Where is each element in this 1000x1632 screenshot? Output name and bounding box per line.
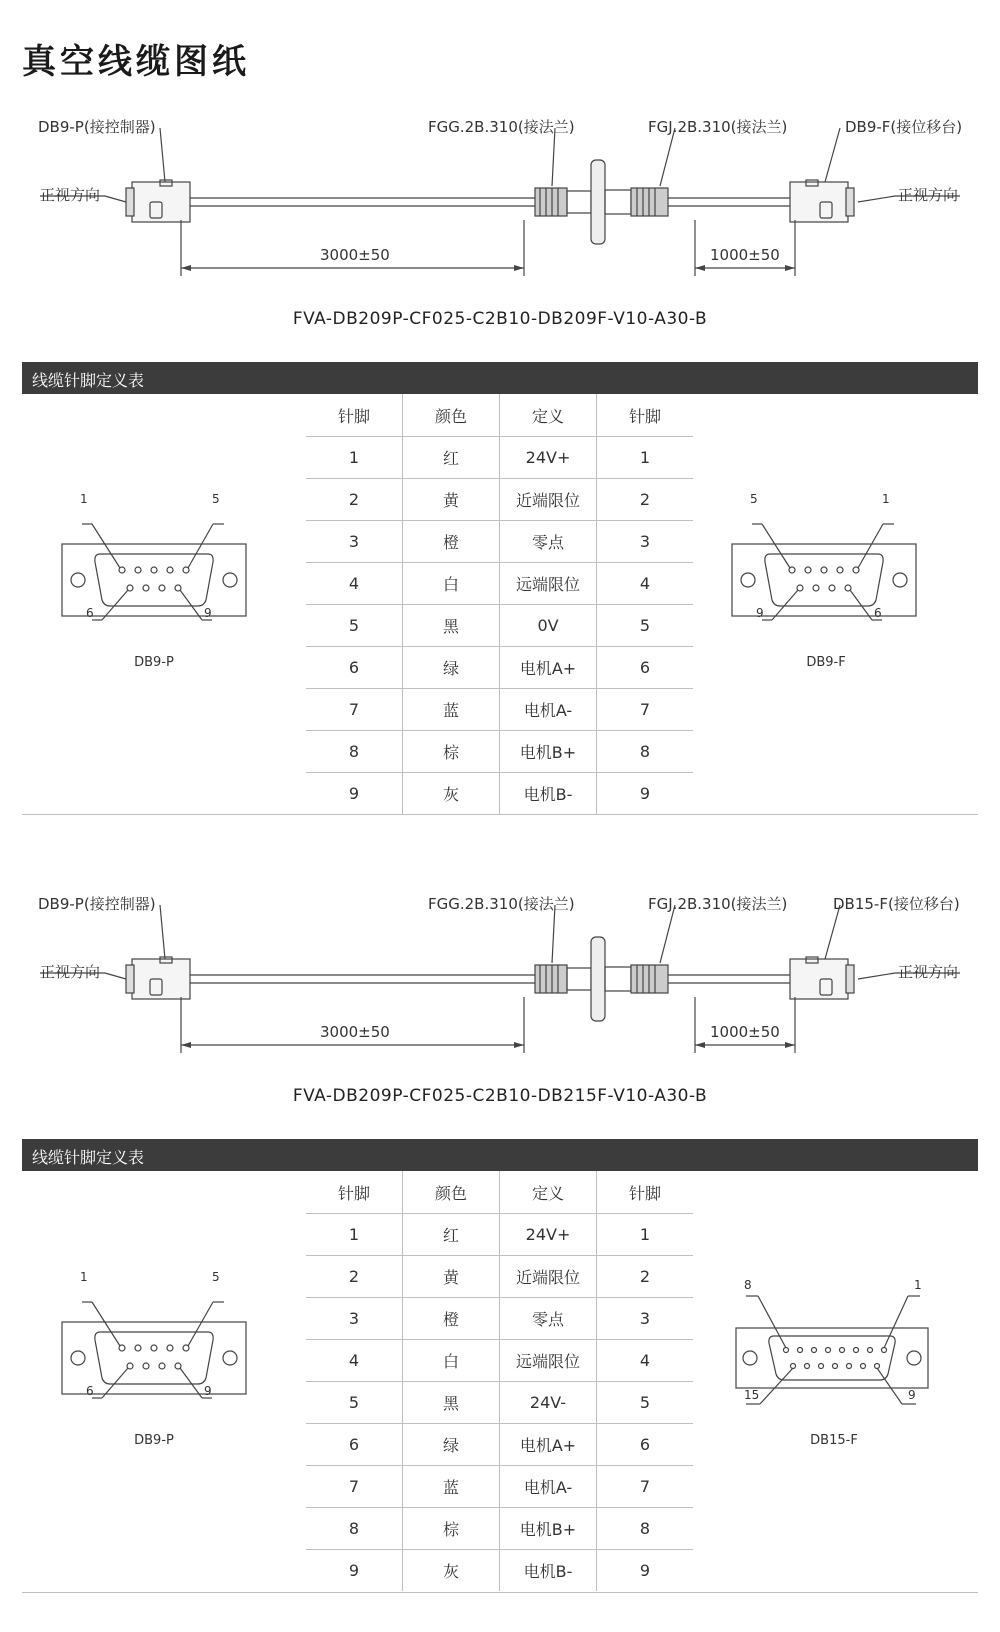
cell: 3 bbox=[597, 1298, 694, 1340]
pin-label: 1 bbox=[80, 492, 88, 506]
cell: 7 bbox=[306, 689, 403, 731]
cell: 0V bbox=[500, 605, 597, 647]
cell: 1 bbox=[597, 1214, 694, 1256]
pin-label: 5 bbox=[750, 492, 758, 506]
cell: 9 bbox=[348, 1561, 360, 1580]
left-connector-label: DB9-P(接控制器) bbox=[38, 895, 156, 913]
cell: 6 bbox=[597, 647, 694, 689]
left-length-dimension: 3000±50 bbox=[320, 246, 390, 264]
cell: 黑 bbox=[403, 1382, 500, 1424]
section-divider bbox=[22, 814, 978, 815]
db9-p-face-diagram bbox=[56, 492, 256, 632]
header-color: 颜色 bbox=[403, 1171, 500, 1214]
cell: 24V- bbox=[500, 1382, 597, 1424]
cell: 8 bbox=[597, 731, 694, 773]
right-view-label: 正视方向 bbox=[898, 186, 959, 204]
cell: 6 bbox=[306, 647, 403, 689]
table-row bbox=[306, 647, 693, 689]
model-code: FVA-DB209P-CF025-C2B10-DB215F-V10-A30-B bbox=[292, 1086, 708, 1106]
cell: 蓝 bbox=[403, 1466, 500, 1508]
cell: 橙 bbox=[403, 521, 500, 563]
cell: 电机A- bbox=[500, 689, 597, 731]
cell: 4 bbox=[306, 563, 403, 605]
table-title-bar bbox=[22, 362, 978, 394]
cell: 电机B- bbox=[500, 773, 597, 815]
cell: 9 bbox=[597, 773, 694, 815]
cell: 近端限位 bbox=[500, 479, 597, 521]
cell: 8 bbox=[306, 731, 403, 773]
table-row bbox=[306, 1298, 693, 1340]
table-header-row bbox=[306, 394, 693, 437]
cell: 电机B+ bbox=[500, 1508, 597, 1550]
db15-f-face-diagram bbox=[730, 1276, 940, 1416]
cell: 灰 bbox=[403, 773, 500, 815]
cell: 4 bbox=[597, 563, 694, 605]
cell: 7 bbox=[597, 1466, 694, 1508]
cell: 白 bbox=[403, 1340, 500, 1382]
table-header-row bbox=[306, 1171, 693, 1214]
cell: 9 bbox=[597, 1550, 694, 1592]
pin-definition-table bbox=[306, 1171, 693, 1591]
cell: 红 bbox=[403, 1214, 500, 1256]
left-view-label: 正视方向 bbox=[40, 963, 101, 981]
cell: 7 bbox=[597, 689, 694, 731]
right-connector-label: DB9-F(接位移台) bbox=[845, 118, 963, 136]
cell: 零点 bbox=[500, 1298, 597, 1340]
pin-definition-table bbox=[306, 394, 693, 814]
right-connector-caption: DB15-F bbox=[810, 1433, 858, 1448]
header-color: 颜色 bbox=[403, 394, 500, 437]
cell: 1 bbox=[306, 1214, 403, 1256]
cell: 24V+ bbox=[500, 1214, 597, 1256]
cell: 电机A+ bbox=[500, 1424, 597, 1466]
cell: 2 bbox=[306, 1256, 403, 1298]
pin-label: 6 bbox=[86, 1384, 94, 1398]
cell: 5 bbox=[597, 1382, 694, 1424]
cell: 电机B+ bbox=[500, 731, 597, 773]
cell: 绿 bbox=[403, 647, 500, 689]
left-length-dimension: 3000±50 bbox=[320, 1023, 390, 1041]
cell: 3 bbox=[306, 1298, 403, 1340]
pin-label: 5 bbox=[212, 1270, 220, 1284]
header-pin-right: 针脚 bbox=[597, 394, 694, 437]
cell: 1 bbox=[306, 437, 403, 479]
flange-left-label: FGG.2B.310(接法兰) bbox=[428, 895, 575, 913]
pin-label: 9 bbox=[204, 606, 212, 620]
cell: 电机A- bbox=[500, 1466, 597, 1508]
pin-label: 6 bbox=[874, 606, 882, 620]
table-row bbox=[306, 731, 693, 773]
cell: 黑 bbox=[403, 605, 500, 647]
cell: 8 bbox=[306, 1508, 403, 1550]
cell: 白 bbox=[403, 563, 500, 605]
pin-label: 1 bbox=[882, 492, 890, 506]
table-row bbox=[306, 605, 693, 647]
cell: 棕 bbox=[403, 731, 500, 773]
cell: 5 bbox=[306, 605, 403, 647]
cell: 4 bbox=[306, 1340, 403, 1382]
cell: 4 bbox=[597, 1340, 694, 1382]
table-title-bar bbox=[22, 1139, 978, 1171]
cell: 2 bbox=[306, 479, 403, 521]
cell: 24V+ bbox=[500, 437, 597, 479]
db9-p-face-diagram bbox=[56, 1270, 256, 1410]
cell: 电机A+ bbox=[500, 647, 597, 689]
cell: 橙 bbox=[403, 1298, 500, 1340]
header-pin-left: 针脚 bbox=[306, 1171, 403, 1214]
table-row bbox=[306, 1466, 693, 1508]
cell: 5 bbox=[597, 605, 694, 647]
cell: 6 bbox=[597, 1424, 694, 1466]
table-row bbox=[306, 1340, 693, 1382]
pin-label: 9 bbox=[908, 1388, 916, 1402]
pin-label: 8 bbox=[744, 1278, 752, 1292]
pin-label: 9 bbox=[204, 1384, 212, 1398]
header-definition: 定义 bbox=[500, 394, 597, 437]
pin-label: 5 bbox=[212, 492, 220, 506]
cell: 蓝 bbox=[403, 689, 500, 731]
table-row bbox=[306, 1256, 693, 1298]
cell: 3 bbox=[306, 521, 403, 563]
table-row bbox=[306, 479, 693, 521]
pin-label: 15 bbox=[744, 1388, 760, 1402]
left-connector-caption: DB9-P bbox=[134, 655, 174, 670]
pin-label: 1 bbox=[80, 1270, 88, 1284]
cell: 远端限位 bbox=[500, 563, 597, 605]
model-code: FVA-DB209P-CF025-C2B10-DB209F-V10-A30-B bbox=[292, 309, 708, 329]
table-row bbox=[306, 773, 693, 815]
pin-label: 1 bbox=[914, 1278, 922, 1292]
pin-label: 9 bbox=[756, 606, 764, 620]
cell: 灰 bbox=[403, 1550, 500, 1592]
cell: 红 bbox=[403, 437, 500, 479]
flange-right-label: FGJ.2B.310(接法兰) bbox=[648, 118, 788, 136]
table-row bbox=[306, 1550, 693, 1592]
flange-left-label: FGG.2B.310(接法兰) bbox=[428, 118, 575, 136]
cell: 黄 bbox=[403, 479, 500, 521]
table-row bbox=[306, 563, 693, 605]
left-connector-caption: DB9-P bbox=[134, 1433, 174, 1448]
left-view-label: 正视方向 bbox=[40, 186, 101, 204]
section-divider bbox=[22, 1592, 978, 1593]
table-row bbox=[306, 689, 693, 731]
table-row bbox=[306, 521, 693, 563]
db9-f-face-diagram bbox=[726, 492, 926, 632]
right-connector-label: DB15-F(接位移台) bbox=[833, 895, 960, 913]
cell: 8 bbox=[597, 1508, 694, 1550]
cell: 棕 bbox=[403, 1508, 500, 1550]
page-title: 真空线缆图纸 bbox=[22, 42, 250, 82]
table-row bbox=[306, 1508, 693, 1550]
right-connector-caption: DB9-F bbox=[806, 655, 846, 670]
flange-right-label: FGJ.2B.310(接法兰) bbox=[648, 895, 788, 913]
table-title: 线缆针脚定义表 bbox=[32, 371, 145, 390]
cell: 远端限位 bbox=[500, 1340, 597, 1382]
cell: 绿 bbox=[403, 1424, 500, 1466]
cell: 电机B- bbox=[500, 1550, 597, 1592]
cell: 黄 bbox=[403, 1256, 500, 1298]
right-view-label: 正视方向 bbox=[898, 963, 959, 981]
cell: 2 bbox=[597, 1256, 694, 1298]
table-row bbox=[306, 437, 693, 479]
cell: 6 bbox=[306, 1424, 403, 1466]
table-row bbox=[306, 1424, 693, 1466]
header-pin-left: 针脚 bbox=[306, 394, 403, 437]
cell: 2 bbox=[597, 479, 694, 521]
cell: 3 bbox=[597, 521, 694, 563]
header-pin-right: 针脚 bbox=[597, 1171, 694, 1214]
right-length-dimension: 1000±50 bbox=[710, 1023, 780, 1041]
table-row bbox=[306, 1214, 693, 1256]
table-title: 线缆针脚定义表 bbox=[32, 1148, 145, 1167]
cell: 零点 bbox=[500, 521, 597, 563]
header-definition: 定义 bbox=[500, 1171, 597, 1214]
cell: 近端限位 bbox=[500, 1256, 597, 1298]
right-length-dimension: 1000±50 bbox=[710, 246, 780, 264]
cell: 5 bbox=[306, 1382, 403, 1424]
cell: 1 bbox=[597, 437, 694, 479]
table-row bbox=[306, 1382, 693, 1424]
cell: 7 bbox=[306, 1466, 403, 1508]
cell: 9 bbox=[348, 784, 360, 803]
pin-label: 6 bbox=[86, 606, 94, 620]
left-connector-label: DB9-P(接控制器) bbox=[38, 118, 156, 136]
